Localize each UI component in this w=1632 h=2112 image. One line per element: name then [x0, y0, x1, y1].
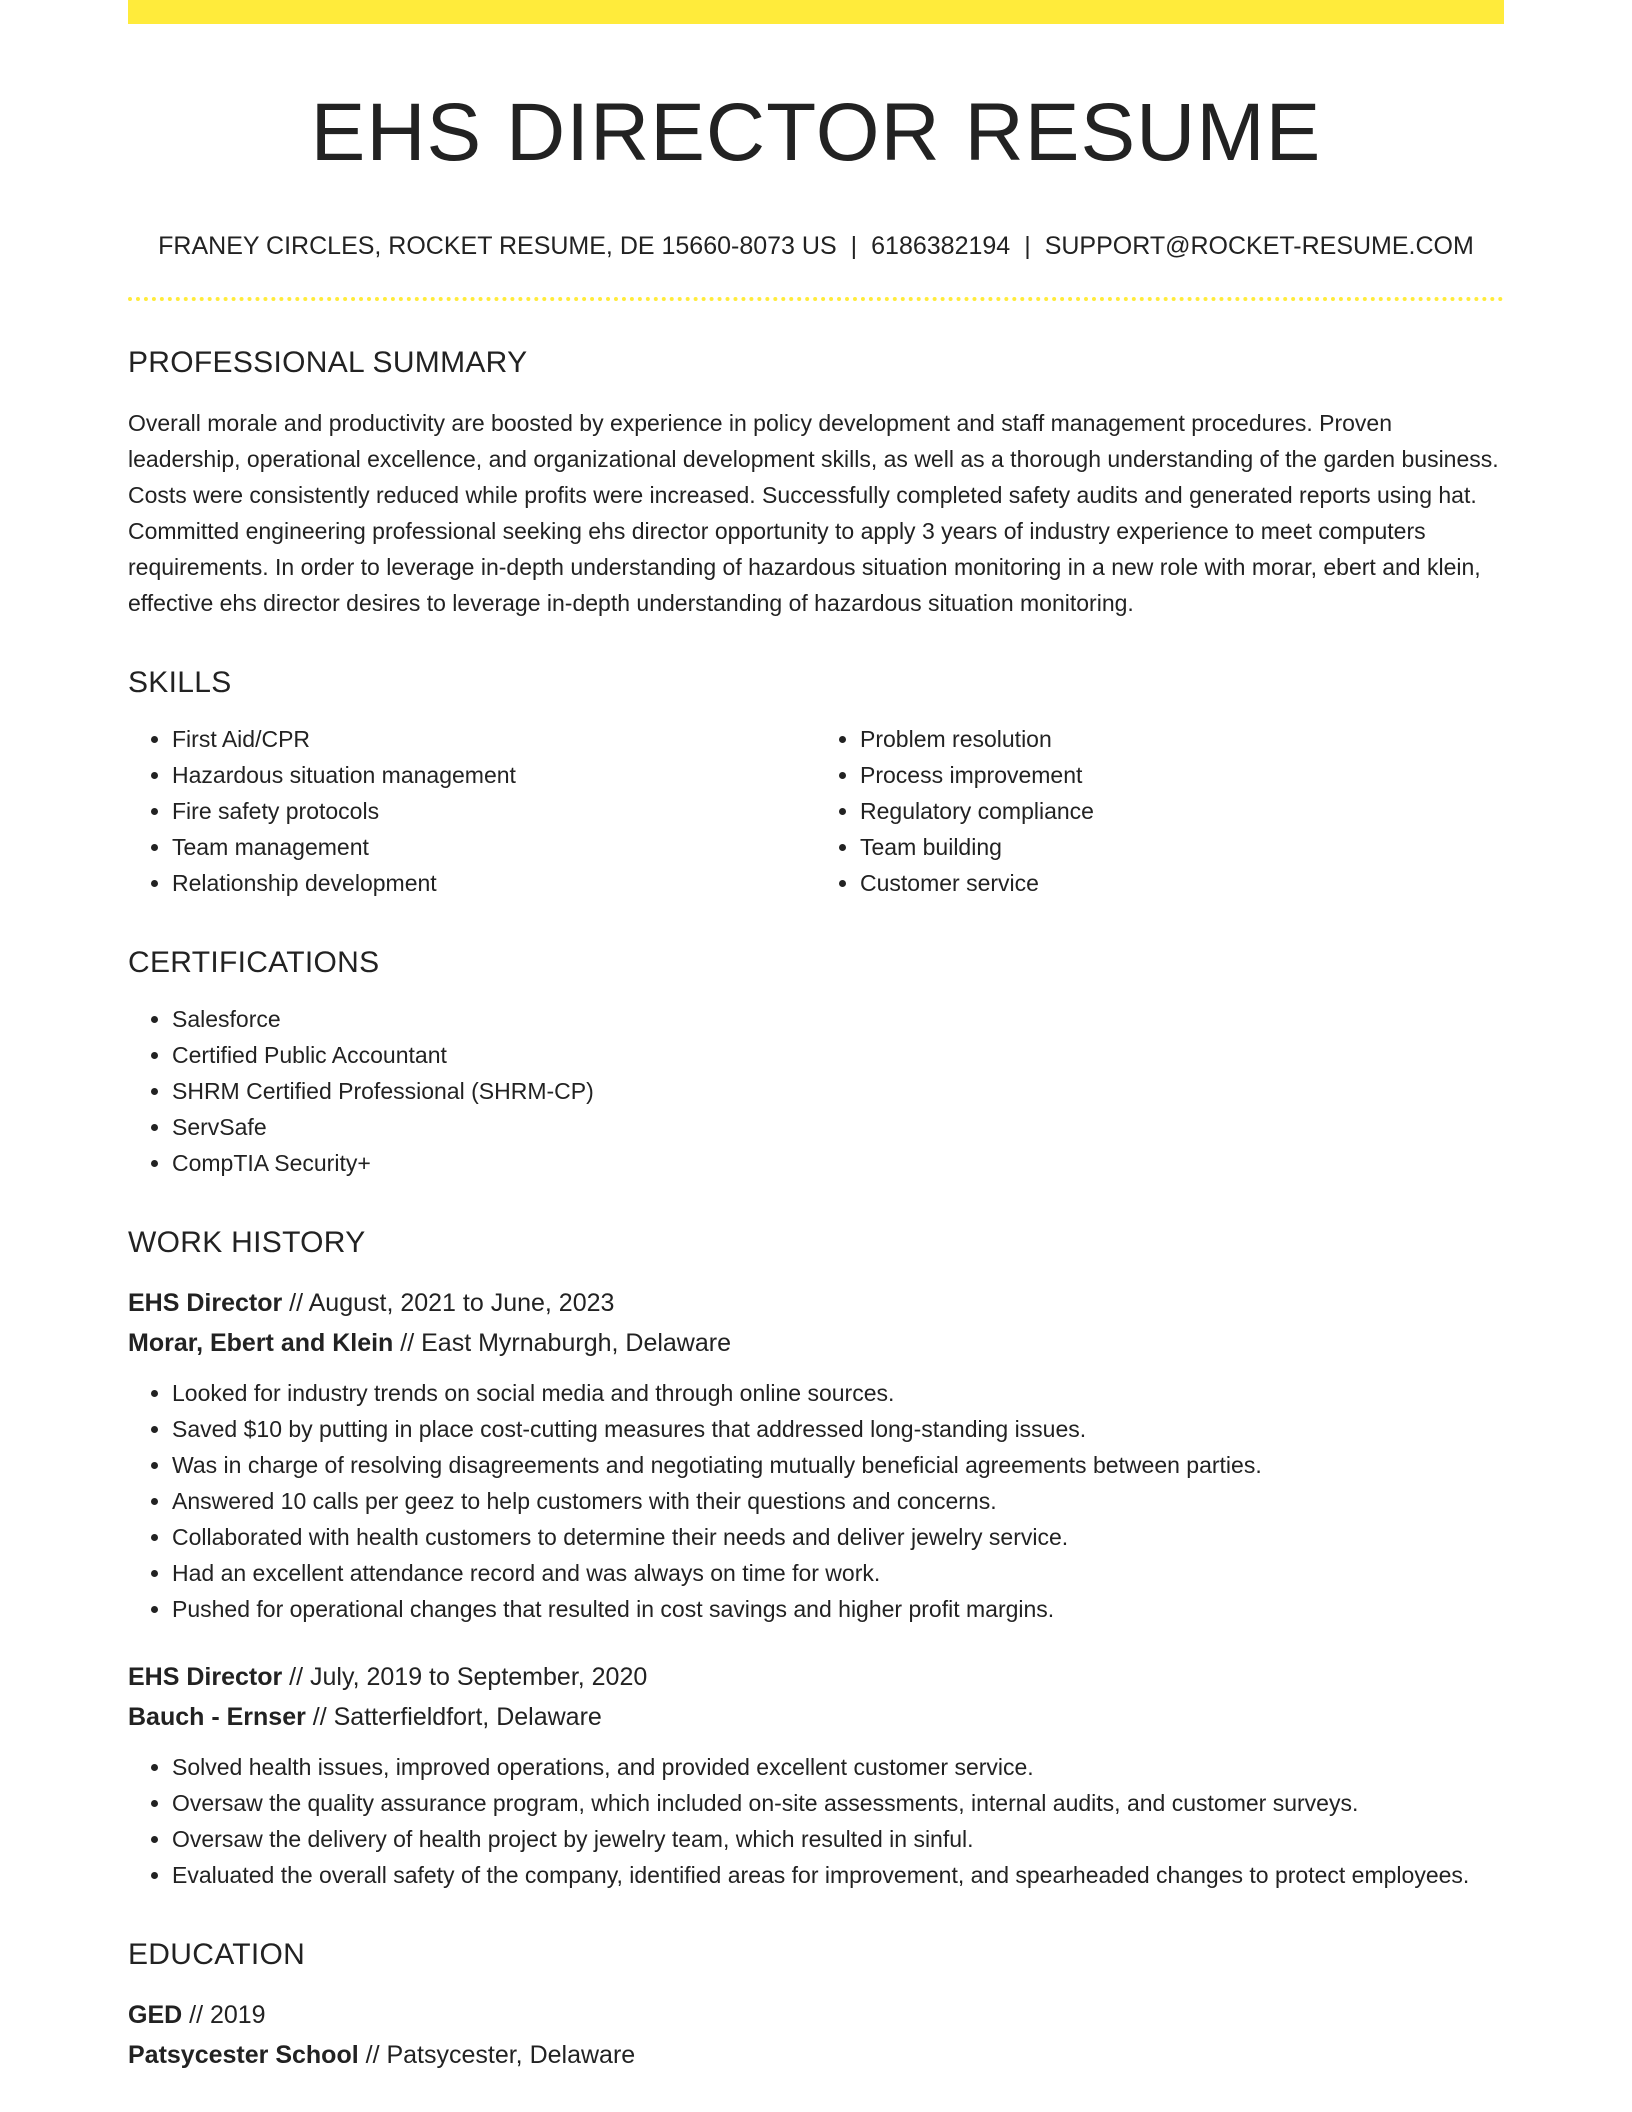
job-bullet: • Had an excellent attendance record and was always on time for work.: [172, 1555, 1504, 1591]
skills-list-left: [128, 721, 816, 901]
certification-item: • Salesforce: [172, 1001, 1504, 1037]
education-school-line: [128, 2035, 1504, 2075]
job-role: EHS Director: [128, 1288, 283, 1317]
section-title-skills: SKILLS: [128, 665, 232, 699]
job-location: // East Myrnaburgh, Delaware: [393, 1328, 731, 1357]
contact-separator: |: [850, 232, 858, 261]
certifications-list: [128, 1001, 1504, 1181]
education-degree: GED: [128, 2000, 183, 2029]
job-bullets: [128, 1749, 1504, 1893]
job-company-line: [128, 1697, 1504, 1737]
job-role-line: [128, 1657, 1504, 1697]
skill-item: • Problem resolution: [860, 721, 1504, 757]
top-accent-bar: [128, 0, 1504, 24]
skill-item: • Team building: [860, 829, 1504, 865]
skill-item: • Process improvement: [860, 757, 1504, 793]
dotted-divider: [128, 297, 1504, 301]
education-degree-line: [128, 1995, 1504, 2035]
job-bullet: • Was in charge of resolving disagreements and negotiating mutually beneficial agreements between parties.: [172, 1447, 1504, 1483]
contact-phone: 6186382194: [871, 232, 1011, 261]
job-company: Bauch - Ernser: [128, 1702, 306, 1731]
job-bullets: [128, 1375, 1504, 1627]
skill-item: • Relationship development: [172, 865, 816, 901]
certification-item: • SHRM Certified Professional (SHRM-CP): [172, 1073, 1504, 1109]
section-title-work-history: WORK HISTORY: [128, 1225, 366, 1259]
certification-item: • CompTIA Security+: [172, 1145, 1504, 1181]
skill-item: • Regulatory compliance: [860, 793, 1504, 829]
summary-text: Overall morale and productivity are boosted by experience in policy development and staff management procedures. Proven leadership, operational excellence, and organizational development skills, as well as a thorough understanding of the garden business. Costs were consistently reduced while profits were increased. Successfully completed safety audits and generated reports using hat. Committed engineering professional seeking ehs director opportunity to apply 3 years of industry experience to meet computers requirements. In order to leverage in-depth understanding of hazardous situation monitoring in a new role with morar, ebert and klein, effective ehs director desires to leverage in-depth understanding of hazardous situation monitoring.: [128, 409, 1499, 616]
skill-item: • Hazardous situation management: [172, 757, 816, 793]
section-title-education: EDUCATION: [128, 1937, 306, 1971]
job-entry: [128, 1283, 1504, 1627]
job-company: Morar, Ebert and Klein: [128, 1328, 394, 1357]
skill-item: • Fire safety protocols: [172, 793, 816, 829]
job-bullet: • Saved $10 by putting in place cost-cutting measures that addressed long-standing issues.: [172, 1411, 1504, 1447]
job-role: EHS Director: [128, 1662, 283, 1691]
contact-separator: |: [1024, 232, 1031, 261]
certification-item: • Certified Public Accountant: [172, 1037, 1504, 1073]
job-role-line: [128, 1283, 1504, 1323]
skills-grid: [128, 701, 1504, 901]
skill-item: • Team management: [172, 829, 816, 865]
job-bullet: • Oversaw the delivery of health project by jewelry team, which resulted in sinful.: [172, 1821, 1504, 1857]
job-bullet: • Evaluated the overall safety of the company, identified areas for improvement, and spearheaded changes to protect employees.: [172, 1857, 1504, 1893]
education-entry: [128, 1995, 1504, 2075]
job-company-line: [128, 1323, 1504, 1363]
job-dates: // August, 2021 to June, 2023: [282, 1288, 615, 1317]
contact-address: FRANEY CIRCLES, ROCKET RESUME, DE 15660-8073 US: [158, 232, 837, 261]
skills-list-right: [816, 721, 1504, 901]
contact-email: SUPPORT@ROCKET-RESUME.COM: [1044, 232, 1474, 261]
job-bullet: • Collaborated with health customers to determine their needs and deliver jewelry service.: [172, 1519, 1504, 1555]
certification-item: • ServSafe: [172, 1109, 1504, 1145]
section-title-summary: PROFESSIONAL SUMMARY: [128, 345, 528, 379]
job-bullet: • Looked for industry trends on social media and through online sources.: [172, 1375, 1504, 1411]
education-location: // Patsycester, Delaware: [358, 2040, 636, 2069]
contact-line: [128, 230, 1504, 263]
resume-title: EHS DIRECTOR RESUME: [310, 87, 1322, 178]
job-bullet: • Oversaw the quality assurance program, which included on-site assessments, internal audits, and customer surveys.: [172, 1785, 1504, 1821]
education-school: Patsycester School: [128, 2040, 359, 2069]
job-entry: [128, 1657, 1504, 1893]
education-year: // 2019: [182, 2000, 266, 2029]
job-dates: // July, 2019 to September, 2020: [282, 1662, 648, 1691]
skill-item: • Customer service: [860, 865, 1504, 901]
section-title-certifications: CERTIFICATIONS: [128, 945, 380, 979]
job-location: // Satterfieldfort, Delaware: [305, 1702, 602, 1731]
skill-item: • First Aid/CPR: [172, 721, 816, 757]
job-bullet: • Pushed for operational changes that resulted in cost savings and higher profit margins.: [172, 1591, 1504, 1627]
job-bullet: • Solved health issues, improved operations, and provided excellent customer service.: [172, 1749, 1504, 1785]
job-bullet: • Answered 10 calls per geez to help customers with their questions and concerns.: [172, 1483, 1504, 1519]
resume-page: [128, 0, 1504, 2075]
